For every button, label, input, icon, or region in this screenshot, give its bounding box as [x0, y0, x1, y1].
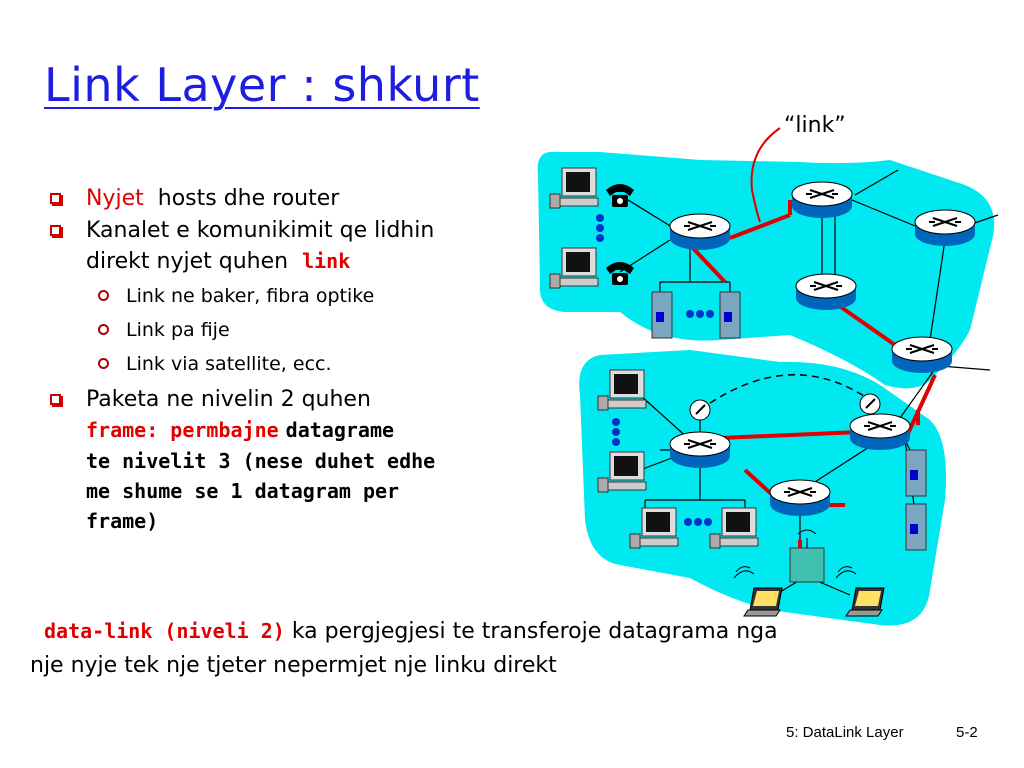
data-link-definition [30, 614, 930, 683]
satellite-dish-icon [690, 400, 710, 420]
footer-chapter: 5: DataLink Layer [786, 724, 904, 741]
ellipsis-dot [612, 428, 620, 436]
sub-bullet-text: Link via satellite, ecc. [126, 353, 332, 375]
links-line2: direkt nyjet quhen [86, 249, 289, 274]
router-icon [670, 432, 730, 468]
ellipsis-dot [694, 518, 702, 526]
ellipsis-dot [706, 310, 714, 318]
ellipsis-dot [612, 438, 620, 446]
link-label: “link” [784, 113, 846, 138]
frames-line1: Paketa ne nivelin 2 quhen [86, 387, 371, 412]
server-icon [720, 292, 740, 338]
ellipsis-dot [612, 418, 620, 426]
ellipsis-dot [696, 310, 704, 318]
frames-line5: frame) [86, 509, 159, 533]
router-icon [770, 480, 830, 516]
frames-line3: te nivelit 3 (nese duhet edhe [86, 449, 436, 473]
sub-bullet-text: Link pa fije [126, 319, 230, 341]
ellipsis-dot [704, 518, 712, 526]
sub-bullet-text: Link ne baker, fibra optike [126, 285, 375, 307]
frames-line4: me shume se 1 datagram per [86, 479, 400, 503]
ellipsis-dot [596, 224, 604, 232]
router-icon [892, 337, 952, 373]
server-icon [906, 450, 926, 496]
router-icon [792, 182, 852, 218]
server-icon [906, 504, 926, 550]
router-icon [915, 210, 975, 246]
nodes-term: Nyjet [86, 186, 144, 211]
slide-title: Link Layer : shkurt [44, 58, 480, 112]
ellipsis-dot [596, 214, 604, 222]
ellipsis-dot [684, 518, 692, 526]
satellite-dish-icon [860, 394, 880, 414]
definition-line2: nje nyje tek nje tjeter nepermjet nje linku direkt [30, 653, 557, 678]
server-icon [652, 292, 672, 338]
link-term: link [302, 249, 351, 273]
links-line1: Kanalet e komunikimit qe lidhin [86, 218, 435, 243]
router-icon [850, 414, 910, 450]
ellipsis-dot [596, 234, 604, 242]
footer-page-number: 5-2 [956, 724, 978, 741]
frames-line2-rest: datagrame [285, 418, 395, 442]
router-icon [796, 274, 856, 310]
data-link-term: data-link (niveli 2) [44, 619, 285, 643]
frame-term: frame: permbajne [86, 418, 279, 442]
nodes-text: hosts dhe router [157, 186, 340, 211]
router-icon [670, 214, 730, 250]
definition-line1: ka pergjegjesi te transferoje datagrama nga [291, 619, 778, 644]
ellipsis-dot [686, 310, 694, 318]
